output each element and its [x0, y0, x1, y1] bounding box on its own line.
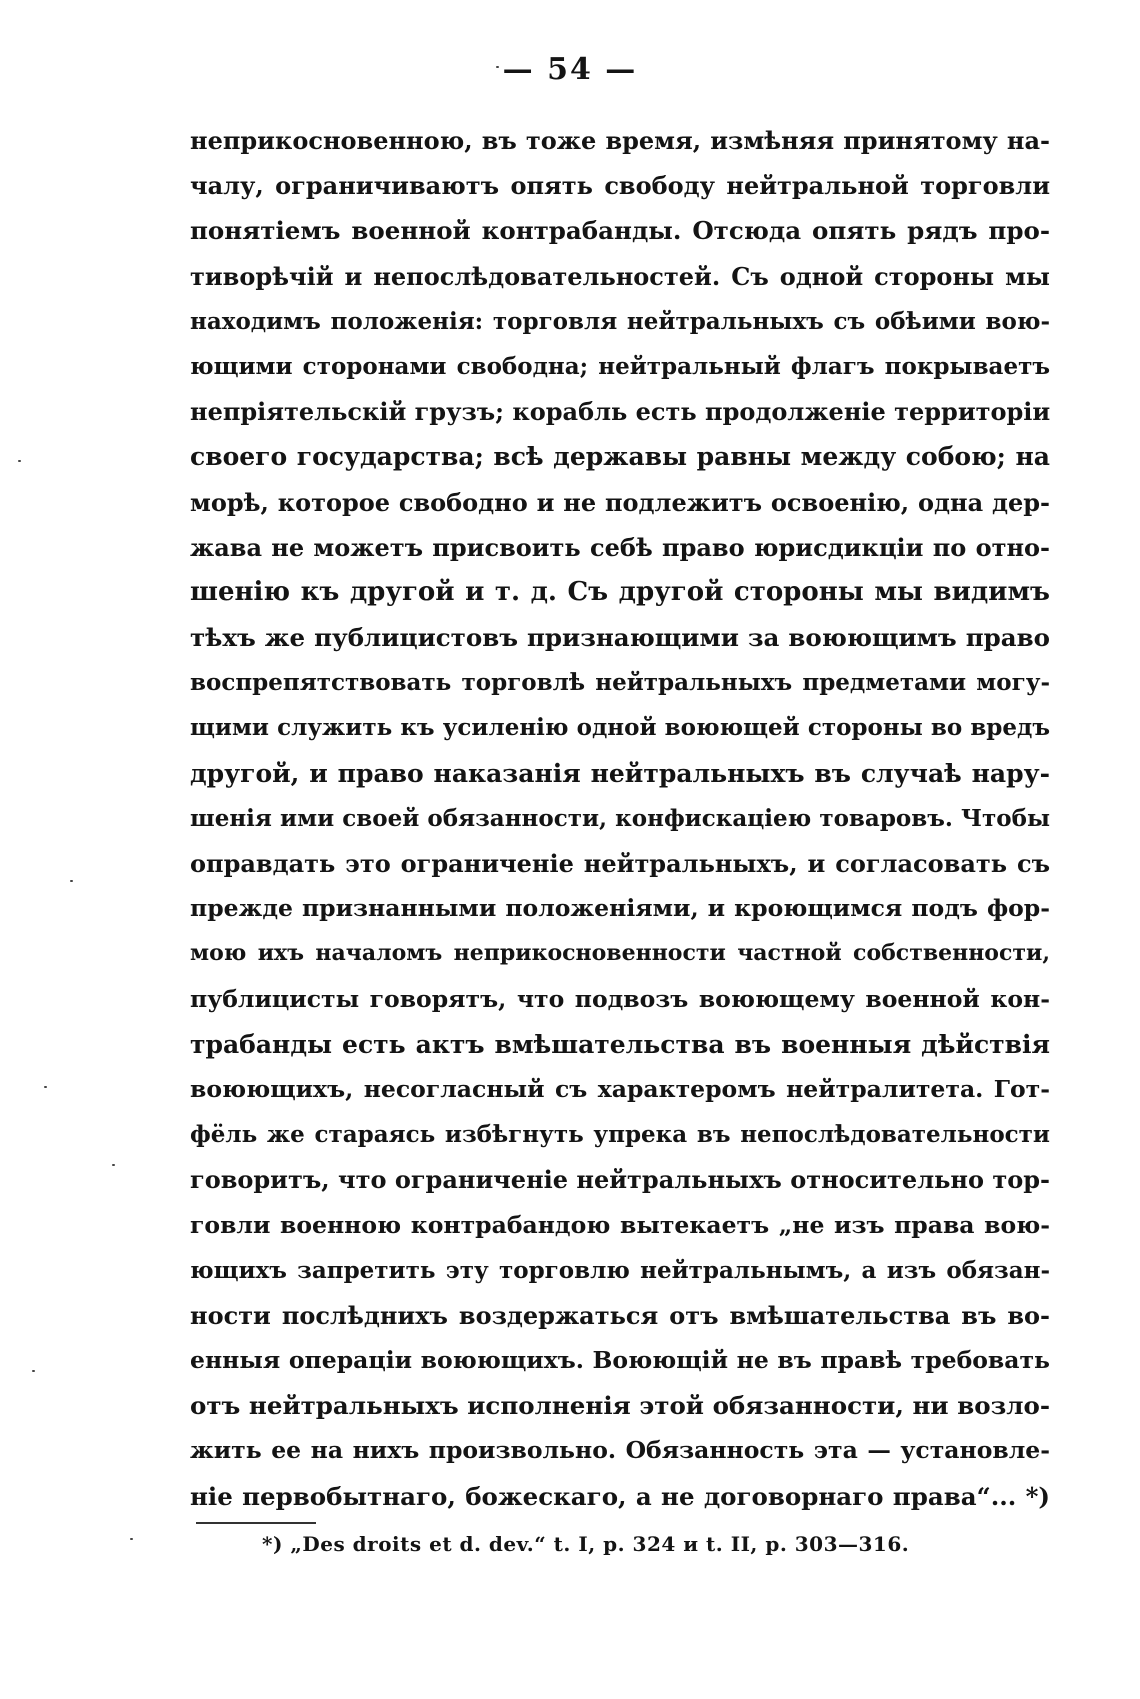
- scan-speck: [32, 1370, 35, 1372]
- text-line: мою ихъ началомъ неприкосновенности частной собственности,: [190, 940, 1050, 967]
- text-line: ющихъ запретить эту торговлю нейтральнымъ, а изъ обязан-: [190, 1256, 1050, 1284]
- scan-speck: [70, 880, 73, 882]
- scan-speck: [18, 460, 21, 462]
- text-line: ющими сторонами свободна; нейтральный флагъ покрываетъ: [190, 352, 1050, 380]
- page-number: — 54 —: [502, 52, 638, 87]
- text-line: находимъ положенія: торговля нейтральныхъ съ обѣими вою-: [190, 307, 1050, 335]
- text-line: воспрепятствовать торговлѣ нейтральныхъ предметами могу-: [190, 669, 1050, 697]
- text-line: тѣхъ же публицистовъ признающими за воюющимъ право: [190, 623, 1050, 653]
- text-line: оправдать это ограниченіе нейтральныхъ, и согласовать съ: [190, 849, 1050, 878]
- text-line: своего государства; всѣ державы равны между собою; на: [190, 442, 1050, 472]
- footnote-divider: [196, 1522, 316, 1524]
- text-line: ности послѣднихъ воздержаться отъ вмѣшательства въ во-: [190, 1300, 1050, 1330]
- text-line: говоритъ, что ограниченіе нейтральныхъ относительно тор-: [190, 1165, 1050, 1195]
- text-line: тиворѣчій и непослѣдовательностей. Съ одной стороны мы: [190, 261, 1050, 291]
- text-line: ніе первобытнаго, божескаго, а не договорнаго права“... *): [190, 1481, 1050, 1511]
- scan-speck: [44, 1086, 47, 1088]
- text-line: шенію къ другой и т. д. Съ другой стороны мы видимъ: [190, 576, 1050, 607]
- text-line: фёль же стараясь избѣгнуть упрека въ непослѣдовательности: [190, 1121, 1050, 1149]
- text-line: жить ее на нихъ произвольно. Обязанность эта — установле-: [190, 1436, 1050, 1465]
- text-line: другой, и право наказанія нейтральныхъ въ случаѣ нару-: [190, 758, 1050, 788]
- text-line: говли военною контрабандою вытекаетъ „не изъ права вою-: [190, 1210, 1050, 1239]
- text-line: непріятельскій грузъ; корабль есть продолженіе территоріи: [190, 397, 1051, 427]
- text-line: жава не можетъ присвоить себѣ право юрисдикціи по отно-: [190, 532, 1050, 562]
- text-line: шенія ими своей обязанности, конфискаціею товаровъ. Чтобы: [190, 804, 1050, 832]
- text-line: морѣ, которое свободно и не подлежитъ освоенію, одна дер-: [190, 487, 1050, 517]
- text-line: чалу, ограничиваютъ опять свободу нейтральной торговли: [190, 171, 1050, 201]
- text-line: воюющихъ, несогласный съ характеромъ нейтралитета. Гот-: [190, 1074, 1050, 1103]
- text-line: неприкосновенною, въ тоже время, измѣняя принятому на-: [190, 126, 1050, 155]
- text-line: понятіемъ военной контрабанды. Отсюда опять рядъ про-: [190, 216, 1050, 246]
- scan-speck: [130, 1538, 133, 1540]
- text-line: трабанды есть актъ вмѣшательства въ военныя дѣйствія: [190, 1029, 1050, 1059]
- scan-speck: [112, 1164, 115, 1166]
- scan-speck: [496, 66, 499, 68]
- text-line: щими служить къ усиленію одной воюющей стороны во вредъ: [190, 714, 1050, 742]
- footnote: *) „Des droits et d. dev.“ t. I, p. 324 и t. II, p. 303—316.: [262, 1532, 910, 1556]
- text-line: публицисты говорятъ, что подвозъ воюющему военной кон-: [190, 984, 1050, 1013]
- body-text: [190, 118, 1050, 1519]
- text-line: прежде признанными положеніями, и кроющимся подъ фор-: [190, 894, 1050, 923]
- text-line: отъ нейтральныхъ исполненія этой обязанности, ни возло-: [190, 1391, 1050, 1421]
- text-line: енныя операціи воюющихъ. Воюющій не въ правѣ требовать: [190, 1346, 1050, 1375]
